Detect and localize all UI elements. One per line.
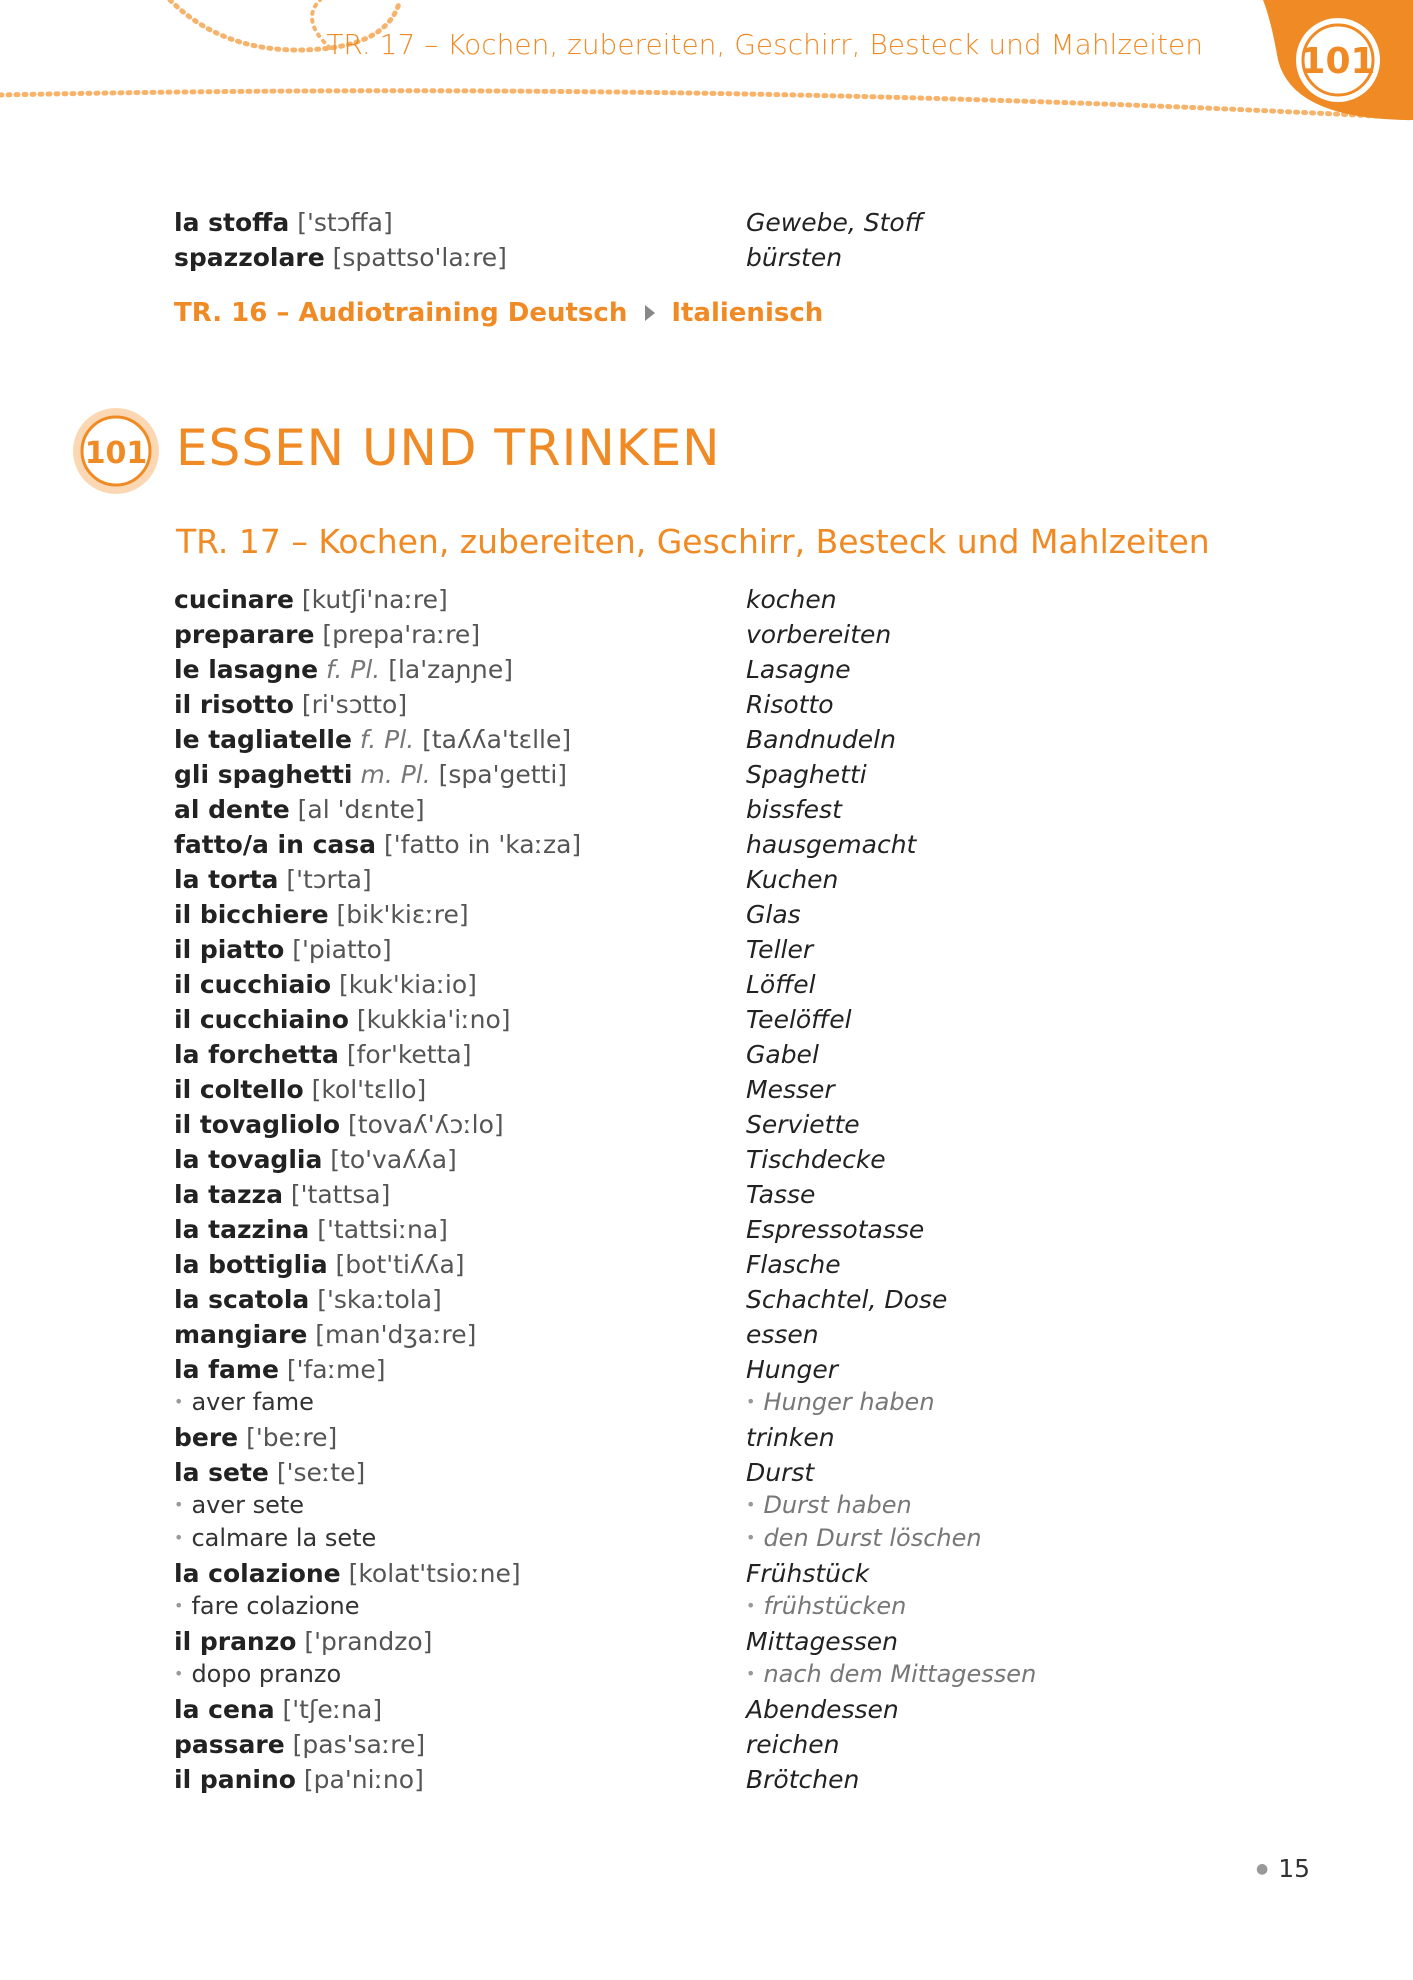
german-translation: nach dem Mittagessen [763, 1660, 1037, 1688]
german-column [746, 687, 834, 722]
italian-column [174, 1072, 746, 1107]
page-number [1256, 1854, 1310, 1883]
bullet-icon: • [746, 1392, 756, 1411]
bullet-icon: • [174, 1596, 184, 1615]
german-column [746, 617, 891, 652]
italian-term: la fame [174, 1355, 279, 1384]
vocab-entry [174, 1177, 1274, 1212]
german-column [746, 1659, 1036, 1692]
german-column [746, 1107, 860, 1142]
german-column [746, 652, 851, 687]
german-translation: Teelöffel [746, 1005, 852, 1034]
bullet-icon: • [174, 1495, 184, 1514]
german-column [746, 897, 801, 932]
german-column [746, 757, 867, 792]
vocab-entry [174, 967, 1274, 1002]
vocab-entry [174, 652, 1274, 687]
german-translation: frühstücken [763, 1592, 907, 1620]
vocab-entry [174, 827, 1274, 862]
vocab-entry [174, 722, 1274, 757]
italian-term: al dente [174, 795, 290, 824]
german-column [746, 722, 896, 757]
italian-column [174, 932, 746, 967]
german-translation: Durst [746, 1458, 815, 1487]
italian-term: la sete [174, 1458, 269, 1487]
italian-column [174, 652, 746, 687]
german-translation: bürsten [746, 243, 843, 272]
german-translation: den Durst löschen [763, 1524, 982, 1552]
italian-column [174, 1107, 746, 1142]
ipa-pronunciation: [spattso'laːre] [332, 243, 507, 272]
italian-column [174, 1591, 746, 1624]
german-translation: bissfest [746, 795, 842, 824]
ipa-pronunciation: [kuk'kiaːio] [339, 970, 477, 999]
ipa-pronunciation: [al 'dɛnte] [297, 795, 425, 824]
vocab-entry [174, 1624, 1274, 1659]
vocab-sub-entry [174, 1490, 1274, 1523]
bullet-icon: ● [1256, 1861, 1269, 1877]
vocab-entry [174, 1212, 1274, 1247]
vocab-entry [174, 897, 1274, 932]
grammar-note: f. Pl. [359, 725, 415, 754]
german-translation: Spaghetti [746, 760, 867, 789]
italian-term: la torta [174, 865, 279, 894]
bullet-icon: • [746, 1495, 756, 1514]
italian-term: le tagliatelle [174, 725, 352, 754]
german-translation: Schachtel, Dose [746, 1285, 948, 1314]
italian-phrase: aver fame [191, 1388, 314, 1416]
italian-column [174, 827, 746, 862]
german-column [746, 1002, 852, 1037]
italian-term: il cucchiaino [174, 1005, 349, 1034]
vocab-entry [174, 932, 1274, 967]
italian-column [174, 897, 746, 932]
bullet-icon: • [174, 1528, 184, 1547]
italian-term: le lasagne [174, 655, 319, 684]
top-vocabulary-list [174, 205, 1274, 275]
vocab-sub-entry [174, 1387, 1274, 1420]
vocab-entry [174, 1420, 1274, 1455]
vocab-entry [174, 792, 1274, 827]
grammar-note: m. Pl. [360, 760, 431, 789]
grammar-note: f. Pl. [326, 655, 381, 684]
german-translation: Risotto [746, 690, 834, 719]
ipa-pronunciation: ['tattsiːna] [317, 1215, 448, 1244]
german-translation: vorbereiten [746, 620, 892, 649]
italian-term: il tovagliolo [174, 1110, 341, 1139]
italian-column [174, 792, 746, 827]
ipa-pronunciation: ['stɔffa] [297, 208, 393, 237]
vocabulary-list [174, 582, 1274, 1797]
italian-column [174, 1282, 746, 1317]
german-translation: Kuchen [746, 865, 839, 894]
ipa-pronunciation: [pas'saːre] [292, 1730, 426, 1759]
italian-column [174, 1624, 746, 1659]
german-column [746, 967, 816, 1002]
german-translation: trinken [746, 1423, 835, 1452]
ipa-pronunciation: [to'vaʎʎa] [330, 1145, 457, 1174]
ipa-pronunciation: [la'zaɲɲe] [388, 655, 513, 684]
german-column [746, 1282, 947, 1317]
german-translation: Gewebe, Stoff [746, 208, 923, 237]
italian-column [174, 1490, 746, 1523]
italian-column [174, 1142, 746, 1177]
german-column [746, 1212, 924, 1247]
section-title: ESSEN UND TRINKEN [176, 419, 721, 477]
german-translation: Espressotasse [746, 1215, 925, 1244]
italian-term: il cucchiaio [174, 970, 332, 999]
german-translation: Hunger haben [763, 1388, 935, 1416]
vocab-sub-entry [174, 1659, 1274, 1692]
italian-column [174, 1727, 746, 1762]
italian-term: la colazione [174, 1559, 341, 1588]
vocab-entry [174, 1282, 1274, 1317]
italian-column [174, 1387, 746, 1420]
italian-term: il piatto [174, 935, 285, 964]
ipa-pronunciation: [man'dʒaːre] [315, 1320, 477, 1349]
german-translation: Frühstück [746, 1559, 870, 1588]
header-dotted-decoration [0, 0, 1413, 130]
vocab-entry [174, 617, 1274, 652]
italian-phrase: fare colazione [191, 1592, 360, 1620]
vocab-entry [174, 1142, 1274, 1177]
header-logo-text: 101 [1300, 41, 1376, 82]
ipa-pronunciation: [kolat'tsioːne] [348, 1559, 521, 1588]
running-header-title: TR. 17 – Kochen, zubereiten, Geschirr, Besteck und Mahlzeiten [326, 28, 1203, 61]
ipa-pronunciation: ['piatto] [292, 935, 392, 964]
vocab-entry [174, 1352, 1274, 1387]
german-column [746, 1523, 982, 1556]
italian-term: mangiare [174, 1320, 308, 1349]
ipa-pronunciation: [bot'tiʎʎa] [335, 1250, 465, 1279]
german-column [746, 1762, 859, 1797]
italian-term: la tovaglia [174, 1145, 323, 1174]
vocab-entry [174, 1692, 1274, 1727]
german-translation: Tischdecke [746, 1145, 886, 1174]
audio-training-target: Italienisch [671, 298, 824, 328]
italian-term: la stoffa [174, 208, 290, 237]
italian-term: il panino [174, 1765, 296, 1794]
german-translation: Lasagne [746, 655, 851, 684]
ipa-pronunciation: ['faːme] [286, 1355, 386, 1384]
german-translation: Abendessen [746, 1695, 899, 1724]
italian-phrase: aver sete [191, 1491, 305, 1519]
ipa-pronunciation: [tovaʎ'ʎɔːlo] [348, 1110, 504, 1139]
ipa-pronunciation: [for'ketta] [346, 1040, 472, 1069]
ipa-pronunciation: [bik'kiɛːre] [336, 900, 469, 929]
page-number-value: 15 [1278, 1854, 1311, 1883]
italian-term: il pranzo [174, 1627, 297, 1656]
italian-column [174, 1212, 746, 1247]
ipa-pronunciation: ['prandzo] [304, 1627, 433, 1656]
german-column [746, 1692, 899, 1727]
italian-column [174, 1523, 746, 1556]
italian-column [174, 862, 746, 897]
italian-column [174, 240, 746, 275]
italian-term: il bicchiere [174, 900, 329, 929]
ipa-pronunciation: [spa'getti] [438, 760, 568, 789]
subsection-title: TR. 17 – Kochen, zubereiten, Geschirr, Besteck und Mahlzeiten [176, 522, 1210, 561]
food-section-icon [72, 407, 160, 495]
italian-term: la bottiglia [174, 1250, 328, 1279]
german-translation: Teller [746, 935, 814, 964]
ipa-pronunciation: ['skaːtola] [317, 1285, 442, 1314]
ipa-pronunciation: [kol'tɛllo] [311, 1075, 427, 1104]
bullet-icon: • [746, 1664, 756, 1683]
german-column [746, 1420, 835, 1455]
vocab-entry [174, 1727, 1274, 1762]
german-translation: hausgemacht [746, 830, 917, 859]
italian-term: spazzolare [174, 243, 325, 272]
ipa-pronunciation: [prepa'raːre] [322, 620, 481, 649]
italian-column [174, 1247, 746, 1282]
vocab-sub-entry [174, 1591, 1274, 1624]
vocab-entry [174, 240, 1274, 275]
german-translation: Mittagessen [746, 1627, 898, 1656]
german-column [746, 1727, 839, 1762]
german-column [746, 1387, 935, 1420]
italian-column [174, 1002, 746, 1037]
italian-term: gli spaghetti [174, 760, 353, 789]
vocab-entry [174, 1037, 1274, 1072]
vocab-entry [174, 1107, 1274, 1142]
italian-column [174, 1037, 746, 1072]
ipa-pronunciation: ['tɔrta] [286, 865, 372, 894]
vocab-entry [174, 1317, 1274, 1352]
vocab-entry [174, 1455, 1274, 1490]
german-column [746, 205, 923, 240]
german-translation: essen [746, 1320, 819, 1349]
ipa-pronunciation: ['beːre] [246, 1423, 338, 1452]
bullet-icon: • [174, 1392, 184, 1411]
german-column [746, 1037, 819, 1072]
vocab-entry [174, 757, 1274, 792]
german-translation: Flasche [746, 1250, 841, 1279]
german-column [746, 827, 916, 862]
german-translation: Tasse [746, 1180, 816, 1209]
vocab-entry [174, 1556, 1274, 1591]
german-column [746, 1247, 841, 1282]
header-logo-tab [1233, 0, 1413, 120]
italian-term: fatto/a in casa [174, 830, 377, 859]
italian-column [174, 617, 746, 652]
ipa-pronunciation: [ri'sɔtto] [301, 690, 408, 719]
italian-column [174, 1317, 746, 1352]
german-column [746, 1556, 869, 1591]
vocab-entry [174, 1762, 1274, 1797]
vocab-entry [174, 205, 1274, 240]
italian-term: il coltello [174, 1075, 304, 1104]
german-column [746, 1177, 815, 1212]
ipa-pronunciation: ['tʃeːna] [282, 1695, 383, 1724]
italian-term: preparare [174, 620, 315, 649]
german-translation: Löffel [746, 970, 816, 999]
german-translation: Durst haben [763, 1491, 912, 1519]
german-column [746, 1490, 912, 1523]
italian-column [174, 1352, 746, 1387]
italian-phrase: calmare la sete [191, 1524, 377, 1552]
german-translation: Messer [746, 1075, 835, 1104]
ipa-pronunciation: ['fatto in 'kaːza] [384, 830, 582, 859]
ipa-pronunciation: [kutʃi'naːre] [301, 585, 448, 614]
german-column [746, 240, 842, 275]
italian-column [174, 205, 746, 240]
italian-column [174, 1455, 746, 1490]
german-column [746, 1624, 898, 1659]
italian-term: cucinare [174, 585, 294, 614]
italian-column [174, 757, 746, 792]
audio-training-label: TR. 16 – Audiotraining Deutsch [174, 298, 628, 328]
italian-column [174, 1659, 746, 1692]
german-translation: Hunger [746, 1355, 839, 1384]
german-column [746, 1142, 886, 1177]
italian-term: la tazzina [174, 1215, 310, 1244]
german-translation: reichen [746, 1730, 840, 1759]
bullet-icon: • [746, 1528, 756, 1547]
italian-column [174, 1177, 746, 1212]
italian-term: la tazza [174, 1180, 283, 1209]
german-translation: kochen [746, 585, 837, 614]
italian-term: bere [174, 1423, 239, 1452]
german-translation: Serviette [746, 1110, 860, 1139]
german-column [746, 862, 838, 897]
ipa-pronunciation: [taʎʎa'tɛlle] [422, 725, 572, 754]
vocab-entry [174, 1247, 1274, 1282]
german-column [746, 1317, 819, 1352]
italian-term: la scatola [174, 1285, 310, 1314]
audio-training-line [174, 298, 823, 328]
italian-term: il risotto [174, 690, 294, 719]
german-column [746, 1591, 906, 1624]
german-translation: Glas [746, 900, 801, 929]
italian-column [174, 1692, 746, 1727]
german-column [746, 1072, 835, 1107]
italian-term: la cena [174, 1695, 275, 1724]
german-column [746, 582, 837, 617]
german-column [746, 1352, 838, 1387]
italian-column [174, 722, 746, 757]
italian-column [174, 1420, 746, 1455]
ipa-pronunciation: [pa'niːno] [303, 1765, 424, 1794]
vocab-entry [174, 582, 1274, 617]
ipa-pronunciation: [kukkia'iːno] [356, 1005, 511, 1034]
vocab-entry [174, 1002, 1274, 1037]
vocab-entry [174, 687, 1274, 722]
italian-phrase: dopo pranzo [191, 1660, 342, 1688]
german-column [746, 932, 813, 967]
german-translation: Bandnudeln [746, 725, 896, 754]
italian-column [174, 582, 746, 617]
italian-column [174, 967, 746, 1002]
italian-column [174, 1762, 746, 1797]
vocab-entry [174, 1072, 1274, 1107]
bullet-icon: • [174, 1664, 184, 1683]
vocab-sub-entry [174, 1523, 1274, 1556]
ipa-pronunciation: ['tattsa] [290, 1180, 391, 1209]
vocab-entry [174, 862, 1274, 897]
italian-term: passare [174, 1730, 285, 1759]
ipa-pronunciation: ['seːte] [276, 1458, 366, 1487]
bullet-icon: • [746, 1596, 756, 1615]
italian-column [174, 1556, 746, 1591]
german-column [746, 1455, 814, 1490]
german-column [746, 792, 842, 827]
german-translation: Brötchen [746, 1765, 860, 1794]
italian-term: la forchetta [174, 1040, 339, 1069]
section-icon-text: 101 [84, 436, 148, 471]
play-arrow-icon [645, 305, 655, 321]
italian-column [174, 687, 746, 722]
german-translation: Gabel [746, 1040, 819, 1069]
